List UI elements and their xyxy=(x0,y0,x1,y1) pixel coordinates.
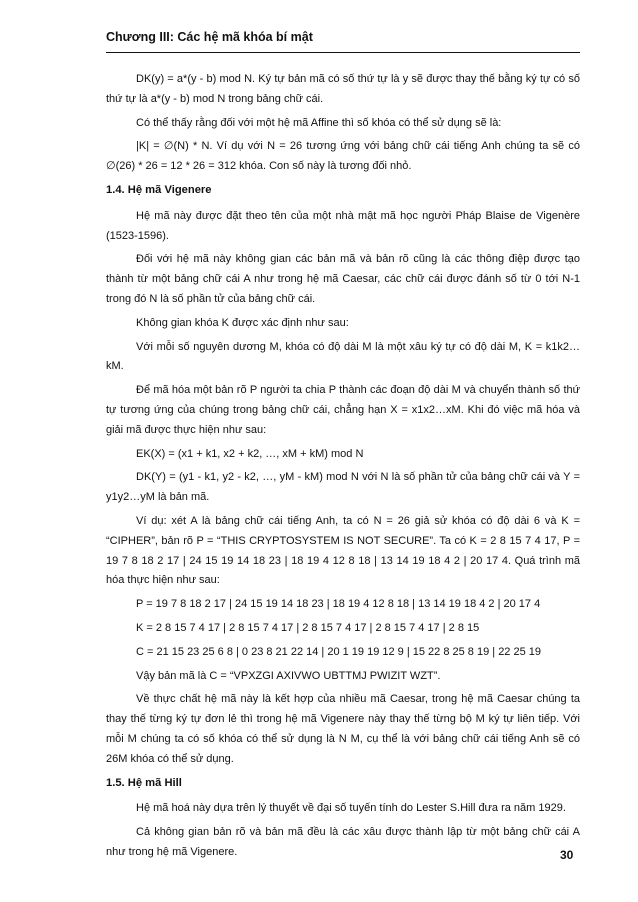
paragraph-vigenere-nature: Về thực chất hệ mã này là kết hợp của nhiều mã Caesar, trong hệ mã Caesar chúng ta thay thế từng ký tự đơn lẻ thì trong hệ mã Vigenere này thay thế từng bộ M ký tự liên tiếp. Với mỗi M chúng ta có số khóa có thể sử dụng là N M, cụ thể là với bảng chữ cái tiếng Anh sẽ có 26M khóa có thể sử dụng. xyxy=(106,693,580,765)
header-rule xyxy=(106,52,580,53)
paragraph-ciphertext-result: Vậy bản mã là C = “VPXZGI AXIVWO UBTTMJ PWIZIT WZT”. xyxy=(136,669,441,682)
section-heading-hill: 1.5. Hệ mã Hill xyxy=(106,776,182,789)
paragraph-vigenere-origin: Hệ mã này được đặt theo tên của một nhà mật mã học người Pháp Blaise de Vigenère (1523-1596). xyxy=(106,209,580,242)
equation-plaintext: P = 19 7 8 18 2 17 | 24 15 19 14 18 23 | 18 19 4 12 8 18 | 13 14 19 18 4 2 | 20 17 4 xyxy=(136,598,541,611)
paragraph-key-count: |K| = ∅(N) * N. Ví dụ với N = 26 tương ứng với bảng chữ cái tiếng Anh chúng ta sẽ có ∅(26) * 26 = 12 * 26 = 312 khóa. Con số này là tương đối nhỏ. xyxy=(106,140,580,173)
equation-ciphertext: C = 21 15 23 25 6 8 | 0 23 8 21 22 14 | 20 1 19 19 12 9 | 15 22 8 25 8 19 | 22 25 19 xyxy=(136,645,542,658)
equation-key: K = 2 8 15 7 4 17 | 2 8 15 7 4 17 | 2 8 15 7 4 17 | 2 8 15 7 4 17 | 2 8 15 xyxy=(136,621,480,634)
paragraph-hill-space: Cả không gian bản rõ và bản mã đều là các xâu được thành lập từ một bảng chữ cái A như trong hệ mã Vigenere. xyxy=(106,826,580,858)
page-number: 30 xyxy=(560,848,574,862)
section-heading-vigenere: 1.4. Hệ mã Vigenere xyxy=(106,183,212,196)
page-header-title: Chương III: Các hệ mã khóa bí mật xyxy=(106,30,313,44)
paragraph-decryption: DK(Y) = (y1 - k1, y2 - k2, …, yM - kM) mod N với N là số phần tử của bảng chữ cái và Y = y1y2…yM là bản mã. xyxy=(106,471,580,504)
paragraph-key-space: Không gian khóa K được xác định như sau: xyxy=(136,316,349,329)
paragraph-encryption-process: Để mã hóa một bản rõ P người ta chia P thành các đoạn độ dài M và chuyển thành số thứ tự tương ứng của chúng trong bảng chữ cái, chẳng hạn X = x1x2…xM. Khi đó việc mã hóa và giải mã được thực hiện như sau: xyxy=(106,384,580,436)
document-body xyxy=(106,70,580,867)
paragraph-decryption-formula: DK(y) = a*(y - b) mod N. Ký tự bản mã có số thứ tự là y sẽ được thay thế bằng ký tự có số thứ tự là a*(y - b) mod N trong bảng chữ cái. xyxy=(106,73,580,105)
equation-encryption: EK(X) = (x1 + k1, x2 + k2, …, xM + kM) mod N xyxy=(136,447,364,460)
paragraph-key-count-intro: Có thể thấy rằng đối với một hệ mã Affine thì số khóa có thể sử dụng sẽ là: xyxy=(136,116,502,129)
paragraph-example: Ví dụ: xét A là bảng chữ cái tiếng Anh, ta có N = 26 giả sử khóa có độ dài 6 và K = “CIPHER”, bản rõ P = “THIS CRYPTOSYSTEM IS NOT SECURE”. Ta có K = 2 8 15 7 4 17, P = 19 7 8 18 2 17 | 24 15 19 14 18 23 | 18 19 4 12 8 18 | 13 14 19 18 4 2 | 20 17 4. Quá trình mã hóa thực hiện như sau: xyxy=(106,514,580,587)
paragraph-vigenere-space: Đối với hệ mã này không gian các bản mã và bản rõ cũng là các thông điệp được tạo thành từ một bảng chữ cái A như trong hệ mã Caesar, các chữ cái được đánh số từ 0 tới N-1 trong đó N là số phần tử của bảng chữ cái. xyxy=(106,253,580,305)
paragraph-key-definition: Với mỗi số nguyên dương M, khóa có độ dài M là một xâu ký tự có độ dài M, K = k1k2…kM. xyxy=(106,340,580,373)
paragraph-hill-origin: Hệ mã hoá này dựa trên lý thuyết về đại số tuyến tính do Lester S.Hill đưa ra năm 1929. xyxy=(136,802,566,815)
